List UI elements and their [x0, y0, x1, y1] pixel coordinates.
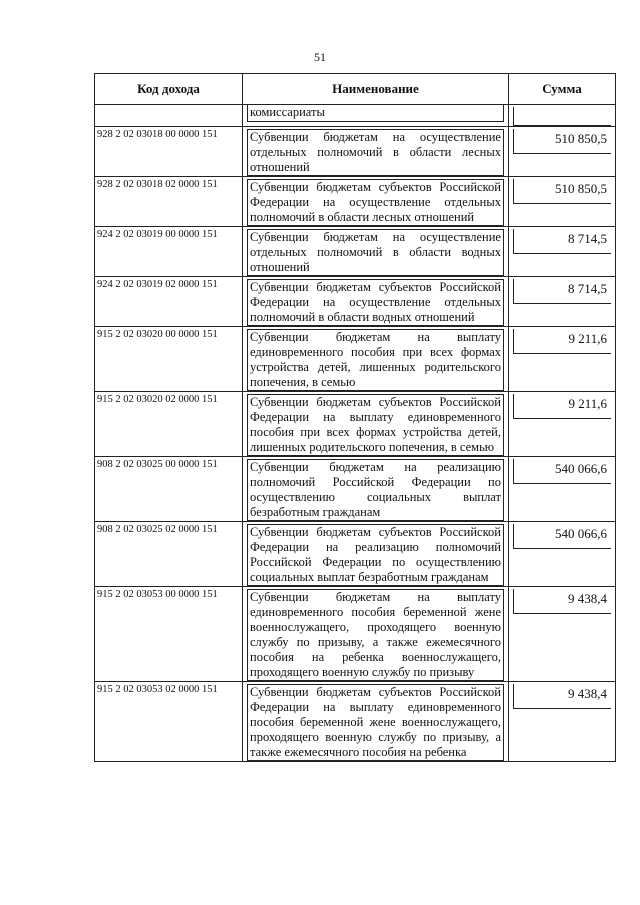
income-sum: 9 211,6	[513, 329, 611, 354]
income-sum	[513, 107, 611, 126]
table-row	[95, 457, 616, 522]
income-code: 928 2 02 03018 00 0000 151	[95, 127, 243, 177]
income-name: Субвенции бюджетам на выплату единовременного пособия беременной жене военнослужащего, проходящего военную службу по призыву, а также ежемесячного пособия на ребенка военнослужащего, проходящего военную службу по призыву	[247, 589, 504, 681]
income-name: комиссариаты	[247, 105, 504, 122]
table-header-row	[95, 74, 616, 105]
income-name: Субвенции бюджетам на реализацию полномочий Российской Федерации по осуществлению социальных выплат безработным гражданам	[247, 459, 504, 521]
income-sum: 540 066,6	[513, 524, 611, 549]
income-code: 915 2 02 03053 02 0000 151	[95, 682, 243, 762]
income-code: 924 2 02 03019 02 0000 151	[95, 277, 243, 327]
income-name: Субвенции бюджетам субъектов Российской Федерации на реализацию полномочий Российской Федерации по осуществлению социальных выплат безработным гражданам	[247, 524, 504, 586]
table-row	[95, 327, 616, 392]
income-sum: 540 066,6	[513, 459, 611, 484]
income-sum: 9 438,4	[513, 684, 611, 709]
income-sum: 510 850,5	[513, 129, 611, 154]
income-name: Субвенции бюджетам на осуществление отдельных полномочий в области лесных отношений	[247, 129, 504, 176]
income-sum: 9 438,4	[513, 589, 611, 614]
income-sum: 510 850,5	[513, 179, 611, 204]
revenue-table	[94, 73, 616, 762]
header-name: Наименование	[243, 74, 509, 105]
income-name: Субвенции бюджетам субъектов Российской Федерации на осуществление отдельных полномочий в области водных отношений	[247, 279, 504, 326]
income-code: 915 2 02 03020 02 0000 151	[95, 392, 243, 457]
income-name: Субвенции бюджетам субъектов Российской Федерации на выплату единовременного пособия беременной жене военнослужащего, проходящего военную службу по призыву, а также ежемесячного пособия на ребенка	[247, 684, 504, 761]
income-name: Субвенции бюджетам субъектов Российской Федерации на выплату единовременного пособия при всех формах устройства детей, лишенных родительского попечения, в семью	[247, 394, 504, 456]
income-name: Субвенции бюджетам на выплату единовременного пособия при всех формах устройства детей, лишенных родительского попечения, в семью	[247, 329, 504, 391]
income-code: 915 2 02 03020 00 0000 151	[95, 327, 243, 392]
header-sum: Сумма	[509, 74, 616, 105]
page-number: 51	[314, 50, 326, 64]
income-code: 908 2 02 03025 02 0000 151	[95, 522, 243, 587]
income-sum: 8 714,5	[513, 279, 611, 304]
income-sum: 8 714,5	[513, 229, 611, 254]
income-sum: 9 211,6	[513, 394, 611, 419]
income-code: 908 2 02 03025 00 0000 151	[95, 457, 243, 522]
table-row	[95, 105, 616, 127]
income-code: 924 2 02 03019 00 0000 151	[95, 227, 243, 277]
table-row	[95, 127, 616, 177]
table-row	[95, 682, 616, 762]
table-row	[95, 392, 616, 457]
income-code: 928 2 02 03018 02 0000 151	[95, 177, 243, 227]
table-row	[95, 522, 616, 587]
income-name: Субвенции бюджетам субъектов Российской Федерации на осуществление отдельных полномочий в области лесных отношений	[247, 179, 504, 226]
income-code: 915 2 02 03053 00 0000 151	[95, 587, 243, 682]
table-row	[95, 587, 616, 682]
table-row	[95, 177, 616, 227]
income-name: Субвенции бюджетам на осуществление отдельных полномочий в области водных отношений	[247, 229, 504, 276]
table-row	[95, 277, 616, 327]
income-code	[95, 105, 243, 127]
header-code: Код дохода	[95, 74, 243, 105]
table-row	[95, 227, 616, 277]
